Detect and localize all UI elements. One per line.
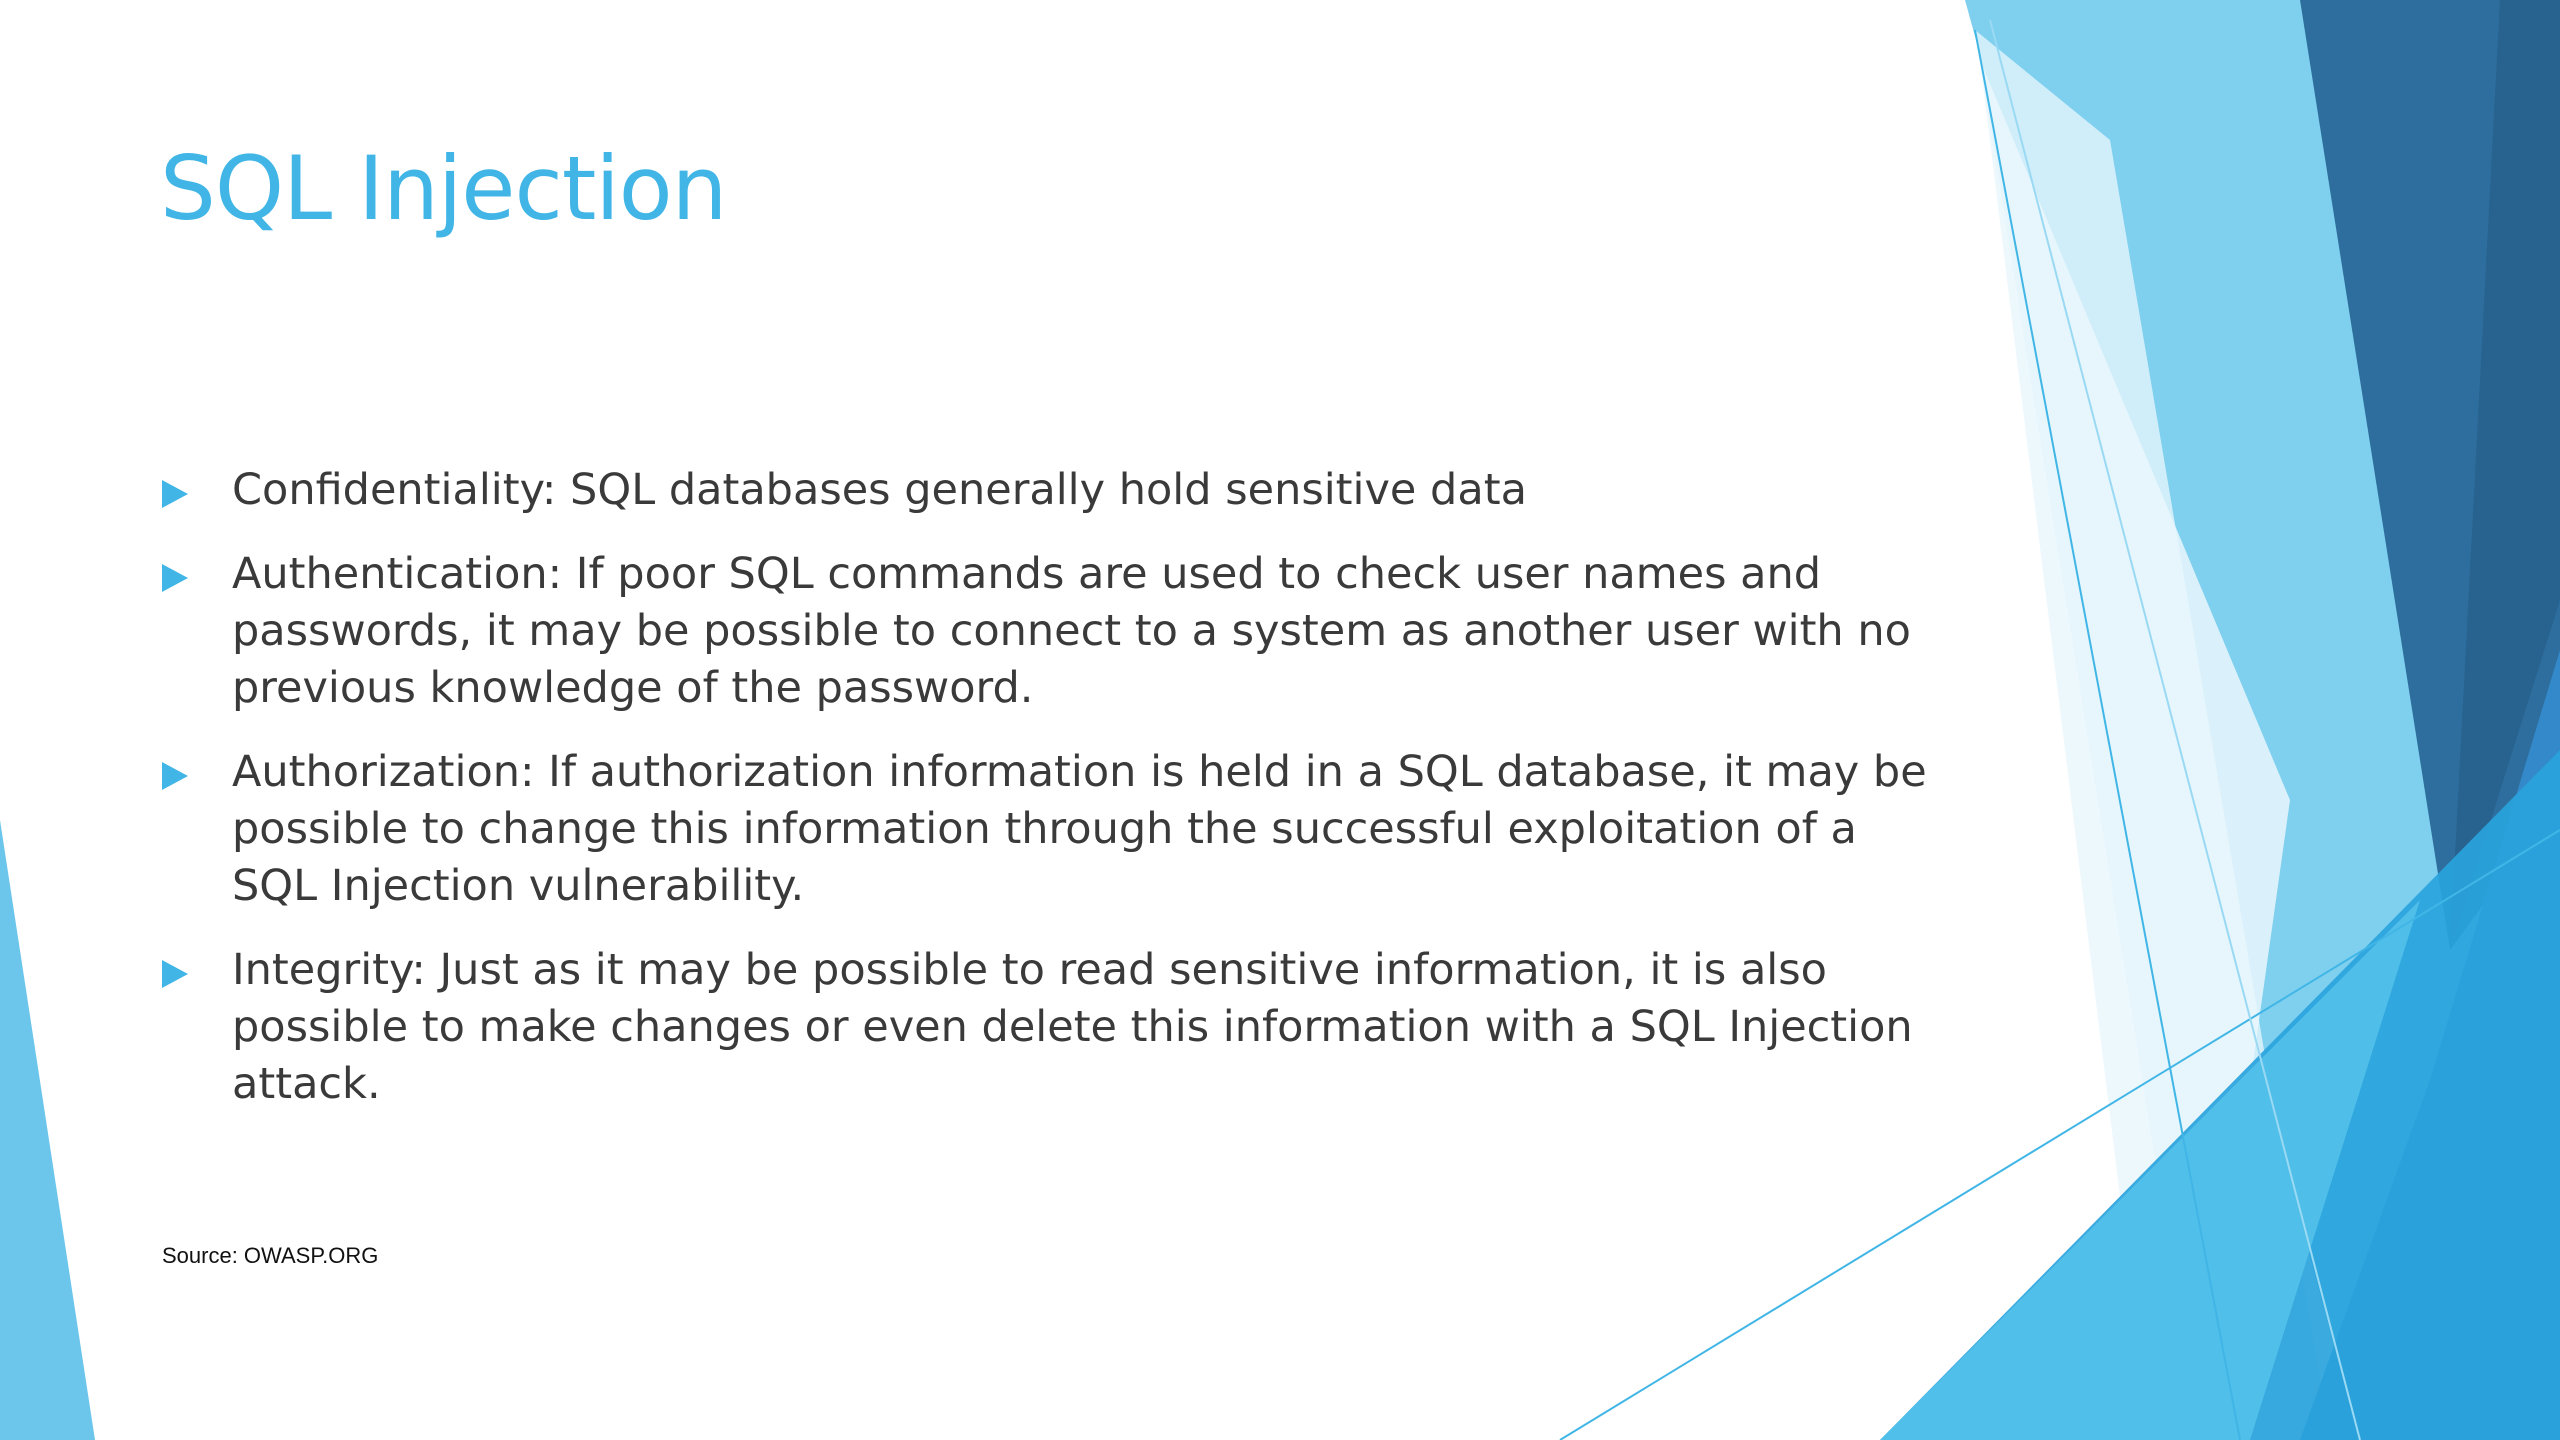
bullet-item [160,546,1940,717]
triangle-bullet-icon [162,564,188,592]
triangle-bullet-icon [162,762,188,790]
slide-title: SQL Injection [160,137,727,240]
left-edge-shape [0,820,95,1440]
bullet-item [160,942,1940,1113]
bullet-text: Confidentiality: SQL databases generally hold sensitive data [232,465,1527,515]
bullet-text: Authentication: If poor SQL commands are used to check user names and passwords, it may be possible to connect to a system as another user with no previous knowledge of the password. [232,549,1911,713]
bullet-item [160,462,1940,519]
bullet-list [160,462,1940,1140]
source-citation: Source: OWASP.ORG [162,1243,379,1268]
bullet-text: Integrity: Just as it may be possible to read sensitive information, it is also possible to make changes or even delete this information with a SQL Injection attack. [232,945,1913,1109]
bullet-item [160,744,1940,915]
triangle-bullet-icon [162,960,188,988]
bullet-text: Authorization: If authorization information is held in a SQL database, it may be possible to change this information through the successful exploitation of a SQL Injection vulnerability. [232,747,1927,911]
triangle-bullet-icon [162,480,188,508]
